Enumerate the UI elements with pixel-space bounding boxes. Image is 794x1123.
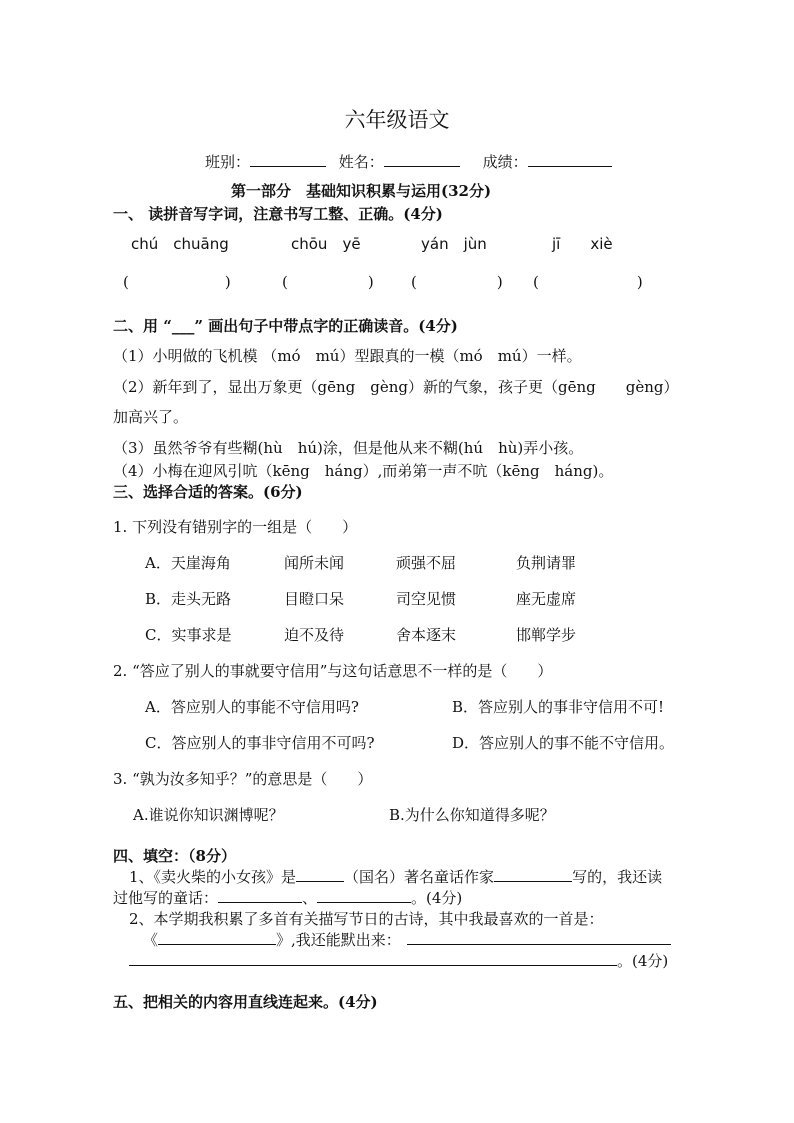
poem-text-blank-2[interactable] (129, 951, 617, 966)
q3-heading: 三、选择合适的答案。(6分) (113, 483, 303, 501)
q3-1-row-a-3: 顽强不屈 (396, 554, 457, 572)
q4-line-3: 2、本学期我积累了多首有关描写节日的古诗，其中我最喜欢的一首是： (129, 910, 604, 928)
q2-line-3: 加高兴了。 (113, 408, 189, 426)
score-blank[interactable] (528, 152, 612, 167)
q3-3-option-a: A.谁说你知识渊博呢？ (133, 806, 284, 824)
q2-heading: 二、用 “___” 画出句子中带点字的正确读音。(4分) (113, 317, 458, 335)
q4-line-4: 《 》,我还能默出来： (143, 929, 671, 950)
fairy-tale-blank-1[interactable] (218, 888, 302, 903)
student-info-row (205, 151, 612, 172)
q3-1-row-c-2: 迫不及待 (284, 626, 345, 644)
pinyin-1: chú chuāng (131, 235, 229, 253)
q3-1-row-a-4: 负荆请罪 (516, 554, 577, 572)
q4-heading: 四、填空：（8分） (113, 847, 236, 865)
country-blank[interactable] (296, 867, 344, 882)
poem-title-blank[interactable] (158, 930, 276, 945)
q3-3-question: 3. “孰为汝多知乎？”的意思是（ ） (113, 770, 373, 788)
q3-2-option-c: C．答应别人的事非守信用不可吗? (145, 734, 375, 752)
pinyin-3: yán jùn (421, 235, 487, 253)
q3-1-row-a-1: A．天崖海角 (145, 554, 231, 572)
score-label: 成绩： (482, 153, 528, 171)
poem-text-blank-1[interactable] (407, 930, 671, 945)
answer-paren-4[interactable]: ( ) (533, 273, 643, 291)
q3-1-row-b-1: B．走头无路 (145, 590, 232, 608)
q3-1-row-b-4: 座无虚席 (516, 590, 577, 608)
q3-1-row-c-1: C．实事求是 (145, 626, 232, 644)
q2-line-5: （4）小梅在迎风引吭（kēng háng）,而弟第一声不吭（kēng háng)。 (113, 462, 614, 480)
q4-line-5: 。(4分) (129, 950, 668, 971)
name-label: 姓名： (338, 153, 384, 171)
q3-1-row-b-2: 目瞪口呆 (284, 590, 345, 608)
part1-heading: 第一部分 基础知识积累与运用(32分) (231, 182, 492, 200)
page-title: 六年级语文 (344, 108, 450, 132)
class-blank[interactable] (250, 152, 326, 167)
q3-3-option-b: B.为什么你知道得多呢？ (389, 806, 555, 824)
q4-line-2: 过他写的童话： 、 。(4分) (113, 889, 463, 907)
q3-1-row-a-2: 闻所未闻 (284, 554, 345, 572)
q3-1-row-b-3: 司空见惯 (396, 590, 457, 608)
q2-line-1: （1）小明做的飞机模 （mó mú）型跟真的一模（mó mú）一样。 (113, 347, 582, 365)
name-blank[interactable] (384, 152, 460, 167)
q2-line-2: （2）新年到了，显出万象更（gēng gèng）新的气象，孩子更（gēng gèng） (113, 378, 679, 396)
author-blank[interactable] (494, 867, 572, 882)
answer-paren-1[interactable]: ( ) (123, 273, 231, 291)
q1-heading: 一、 读拼音写字词，注意书写工整、正确。(4分) (113, 205, 443, 223)
answer-paren-3[interactable]: ( ) (411, 273, 503, 291)
fairy-tale-blank-2[interactable] (317, 888, 411, 903)
pinyin-2: chōu yē (291, 235, 361, 253)
pinyin-4: jī xiè (552, 235, 613, 253)
q3-2-option-b: B．答应别人的事非守信用不可! (452, 698, 665, 716)
q5-heading: 五、把相关的内容用直线连起来。(4分) (113, 993, 378, 1011)
answer-paren-2[interactable]: ( ) (282, 273, 374, 291)
q3-2-option-d: D．答应别人的事不能不守信用。 (452, 734, 675, 752)
q3-1-question: 1. 下列没有错别字的一组是（ ） (113, 518, 358, 536)
class-label: 班别： (205, 153, 251, 171)
q3-1-row-c-4: 邯郸学步 (516, 626, 577, 644)
q3-2-question: 2. “答应了别人的事就要守信用”与这句话意思不一样的是（ ） (113, 662, 553, 680)
q3-2-option-a: A．答应别人的事能不守信用吗? (145, 698, 359, 716)
q3-1-row-c-3: 舍本逐末 (396, 626, 457, 644)
q2-line-4: （3）虽然爷爷有些糊(hù hú)涂，但是他从来不糊(hú hù)弄小孩。 (113, 439, 584, 457)
q4-line-1: 1、《卖火柴的小女孩》是 （国名）著名童话作家 写的，我还读 (129, 868, 663, 886)
